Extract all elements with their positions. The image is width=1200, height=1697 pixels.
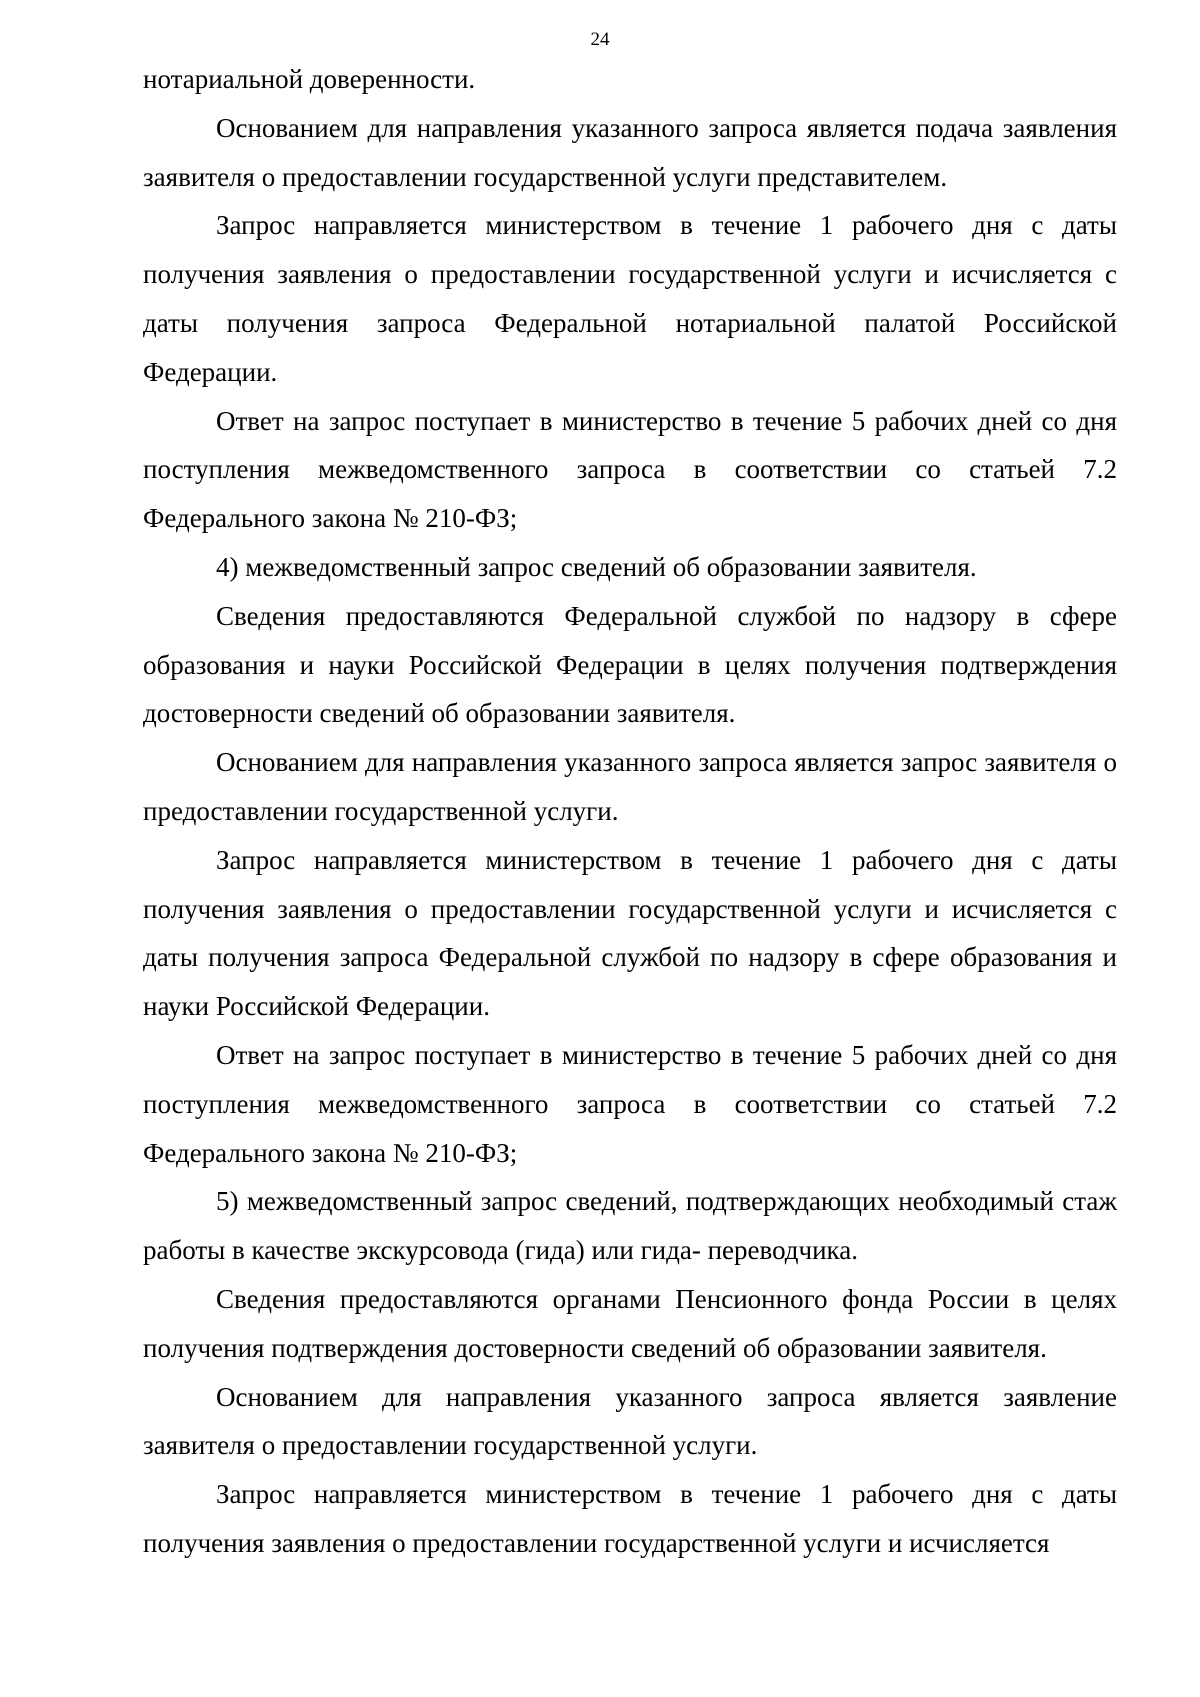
paragraph: Основанием для направления указанного запроса является запрос заявителя о предоставлении государственной услуги. [143,747,1117,826]
document-body [143,55,1117,1568]
paragraph: Сведения предоставляются органами Пенсионного фонда России в целях получения подтверждения достоверности сведений об образовании заявителя. [143,1283,1117,1363]
paragraph: Ответ на запрос поступает в министерство в течение 5 рабочих дней со дня поступления межведомственного запроса в соответствии со статьей 7.2 Федерального закона № 210-ФЗ; [143,1039,1117,1168]
paragraph: Запрос направляется министерством в течение 1 рабочего дня с даты получения заявления о предоставлении государственной услуги и исчисляется с даты получения запроса Федеральной нотариальной палатой Российской Федерации. [143,210,1117,387]
paragraph: Запрос направляется министерством в течение 1 рабочего дня с даты получения заявления о предоставлении государственной услуги и исчисляется [143,1479,1117,1558]
paragraph-continuation: нотариальной доверенности. [143,64,476,94]
page-number: 24 [590,29,610,50]
list-item-4: 4) межведомственный запрос сведений об образовании заявителя. [216,551,977,582]
paragraph: Основанием для направления указанного запроса является заявление заявителя о предоставлении государственной услуги. [143,1381,1117,1461]
list-item-5: 5) межведомственный запрос сведений, подтверждающих необходимый стаж работы в качестве экскурсовода (гида) или гида- переводчика. [143,1186,1117,1266]
paragraph: Основанием для направления указанного запроса является подача заявления заявителя о предоставлении государственной услуги представителем. [143,112,1117,192]
paragraph: Запрос направляется министерством в течение 1 рабочего дня с даты получения заявления о предоставлении государственной услуги и исчисляется с даты получения запроса Федеральной службой по надзору в сфере образования и науки Российской Федерации. [143,844,1117,1022]
paragraph: Ответ на запрос поступает в министерство в течение 5 рабочих дней со дня поступления межведомственного запроса в соответствии со статьей 7.2 Федерального закона № 210-ФЗ; [143,405,1117,534]
paragraph: Сведения предоставляются Федеральной службой по надзору в сфере образования и науки Российской Федерации в целях получения подтверждения достоверности сведений об образовании заявителя. [143,600,1117,729]
